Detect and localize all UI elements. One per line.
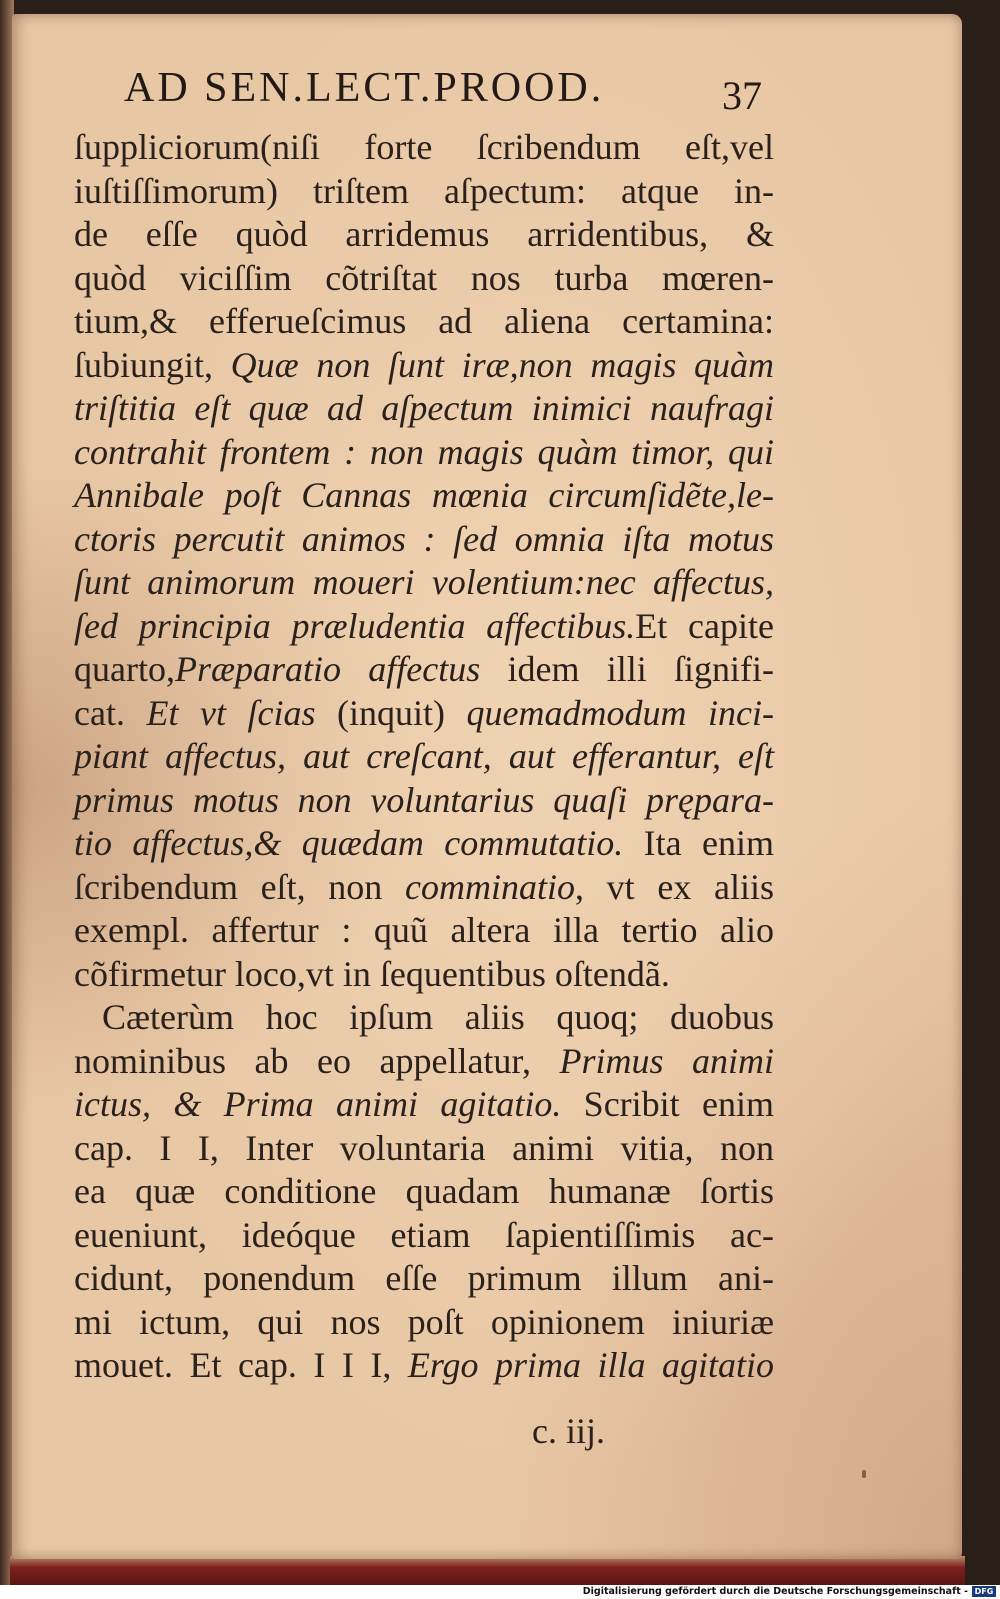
text-line bbox=[74, 648, 774, 692]
italic-text-run: triſtitia eſt quæ ad aſpectum inimici naufragi bbox=[74, 388, 774, 428]
text-run: cidunt, ponendum eſſe primum illum ani- bbox=[74, 1258, 774, 1298]
ink-speck bbox=[862, 1470, 866, 1478]
text-run: ſuppliciorum(niſi forte ſcribendum eſt,vel bbox=[74, 127, 774, 167]
text-line bbox=[74, 213, 774, 257]
text-line bbox=[74, 996, 774, 1040]
text-run: mi ictum, qui nos poſt opinionem iniuriæ bbox=[74, 1301, 774, 1342]
text-line bbox=[74, 1344, 774, 1388]
text-run: nominibus ab eo appellatur, bbox=[74, 1040, 560, 1081]
dfg-logo: DFG bbox=[972, 1586, 996, 1597]
text-line bbox=[74, 1170, 774, 1214]
text-run: quòd viciſſim cõtriſtat nos turba mœren- bbox=[74, 257, 774, 298]
running-head: AD SEN.LECT.PROOD. bbox=[124, 65, 605, 111]
italic-text-run: tio affectus,& quædam commutatio. bbox=[74, 823, 644, 863]
text-run: iuſtiſſimorum) triſtem aſpectum: atque in- bbox=[74, 170, 774, 211]
italic-text-run: Primus animi bbox=[559, 1040, 774, 1081]
italic-text-run: ſed principia præludentia affectibus. bbox=[74, 605, 636, 646]
text-run: exempl. affertur : quũ altera illa tertio alio bbox=[74, 910, 774, 950]
text-line bbox=[74, 387, 774, 431]
text-line bbox=[74, 1257, 774, 1301]
italic-text-run: Quæ non ſunt iræ,non magis quàm bbox=[230, 344, 774, 385]
italic-text-run: Et vt ſcias bbox=[146, 692, 338, 733]
text-run: ſubiungit, bbox=[74, 344, 231, 385]
text-run: ea quæ conditione quadam humanæ ſortis bbox=[74, 1171, 774, 1211]
italic-text-run: ſunt animorum moueri volentium:nec affectus, bbox=[74, 562, 774, 602]
text-line bbox=[74, 692, 774, 736]
book-cover-edge bbox=[10, 1556, 965, 1585]
text-run: Scribit enim bbox=[583, 1084, 774, 1124]
text-run: idem illi ſignifi- bbox=[480, 649, 774, 689]
page-number: 37 bbox=[722, 73, 762, 118]
text-run: cõfirmetur loco,vt in ſequentibus oſtendã. bbox=[74, 953, 670, 994]
signature-mark: c. iij. bbox=[532, 1411, 605, 1451]
text-line bbox=[74, 822, 774, 866]
text-run: Ita enim bbox=[643, 823, 775, 863]
text-line bbox=[74, 300, 774, 344]
italic-text-run: piant affectus, aut creſcant, aut efferantur, eſt bbox=[74, 736, 774, 776]
italic-text-run: primus motus non voluntarius quaſi prępara- bbox=[74, 779, 774, 820]
text-run: mouet. Et cap. I I I, bbox=[74, 1345, 408, 1385]
text-line bbox=[74, 735, 774, 779]
text-line bbox=[74, 1301, 774, 1345]
italic-text-run: ictus, & Prima animi agitatio. bbox=[74, 1084, 584, 1124]
text-line bbox=[74, 1083, 774, 1127]
text-run: quarto, bbox=[74, 649, 175, 689]
text-run: , vt ex aliis bbox=[574, 866, 774, 907]
text-line bbox=[74, 170, 774, 214]
body-text bbox=[74, 126, 774, 1388]
text-line bbox=[74, 605, 774, 649]
text-run: eueniunt, ideóque etiam ſapientiſſimis ac- bbox=[74, 1214, 774, 1255]
text-run: cap. I I, Inter voluntaria animi vitia, non bbox=[74, 1127, 774, 1168]
italic-text-run: comminatio bbox=[404, 866, 575, 907]
text-run: Et capite bbox=[635, 605, 774, 646]
text-line bbox=[74, 561, 774, 605]
text-run: (inquit) bbox=[337, 692, 467, 733]
text-line bbox=[74, 344, 774, 388]
italic-text-run: Ergo prima illa agitatio bbox=[407, 1345, 775, 1385]
footer-credit: Digitalisierung gefördert durch die Deutsche Forschungsgemeinschaft - bbox=[582, 1586, 968, 1597]
text-line bbox=[74, 1040, 774, 1084]
text-line bbox=[74, 779, 774, 823]
text-line bbox=[74, 474, 774, 518]
text-line bbox=[74, 431, 774, 475]
text-line bbox=[74, 866, 774, 910]
text-run: ſcribendum eſt, non bbox=[74, 866, 405, 907]
text-run: de eſſe quòd arridemus arridentibus, & bbox=[74, 214, 774, 254]
text-line bbox=[74, 257, 774, 301]
italic-text-run: quemadmodum inci- bbox=[466, 692, 774, 733]
italic-text-run: Præparatio affectus bbox=[174, 649, 481, 689]
text-run: cat. bbox=[74, 692, 147, 733]
text-run: Cæterùm hoc ipſum aliis quoq; duobus bbox=[102, 997, 774, 1037]
italic-text-run: ctoris percutit animos : ſed omnia iſta motus bbox=[74, 518, 774, 559]
text-line bbox=[74, 126, 774, 170]
italic-text-run: contrahit frontem : non magis quàm timor, qui bbox=[74, 431, 774, 472]
text-line bbox=[74, 518, 774, 562]
italic-text-run: Annibale poſt Cannas mœnia circumſidẽte,le- bbox=[74, 475, 774, 515]
text-line bbox=[74, 1214, 774, 1258]
text-line bbox=[74, 1127, 774, 1171]
text-run: tium,& efferueſcimus ad aliena certamina: bbox=[74, 301, 774, 341]
text-line bbox=[74, 953, 774, 997]
text-line bbox=[74, 909, 774, 953]
book-page bbox=[12, 14, 962, 1559]
